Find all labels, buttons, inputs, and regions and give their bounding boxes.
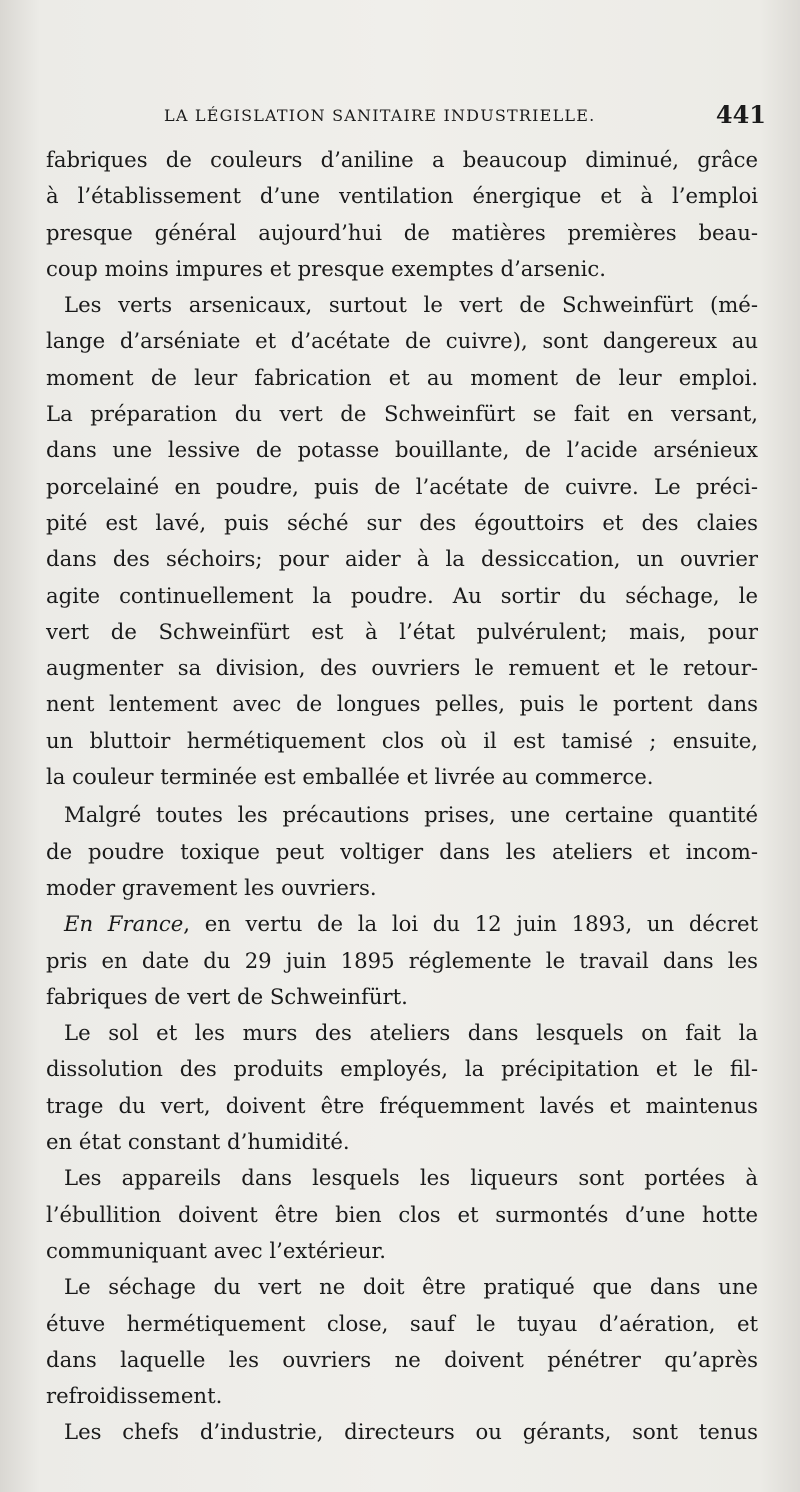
text-line: refroidissement. bbox=[46, 1383, 223, 1409]
text-line: dissolution des produits employés, la précipitation et le fil- bbox=[46, 1056, 758, 1082]
text-line: communiquant avec l’extérieur. bbox=[46, 1237, 387, 1263]
body-text bbox=[46, 142, 758, 1451]
text-line: de poudre toxique peut voltiger dans les ateliers et incom- bbox=[46, 838, 758, 864]
text-line: nent lentement avec de longues pelles, puis le portent dans bbox=[46, 691, 758, 717]
text-line: Les verts arsenicaux, surtout le vert de Schweinfürt (mé- bbox=[64, 292, 758, 318]
text-line bbox=[46, 906, 758, 942]
text-line-rest: , en vertu de la loi du 12 juin 1893, un décret bbox=[183, 911, 758, 937]
page-header bbox=[40, 98, 770, 132]
text-line: presque général aujourd’hui de matières premières beau- bbox=[46, 219, 758, 245]
text-line: Le sol et les murs des ateliers dans lesquels on fait la bbox=[64, 1020, 758, 1046]
text-line: Malgré toutes les précautions prises, une certaine quantité bbox=[64, 802, 758, 828]
text-line: trage du vert, doivent être fréquemment lavés et maintenus bbox=[46, 1092, 758, 1118]
text-line: à l’établissement d’une ventilation énergique et à l’emploi bbox=[46, 183, 758, 209]
text-line: moment de leur fabrication et au moment de leur emploi. bbox=[46, 364, 758, 390]
running-title: LA LÉGISLATION SANITAIRE INDUSTRIELLE. bbox=[164, 106, 596, 125]
text-line: coup moins impures et presque exemptes d’arsenic. bbox=[46, 255, 606, 281]
text-line: l’ébullition doivent être bien clos et surmontés d’une hotte bbox=[46, 1201, 758, 1227]
text-line: augmenter sa division, des ouvriers le remuent et le retour- bbox=[46, 655, 758, 681]
text-line: un bluttoir hermétiquement clos où il est tamisé ; ensuite, bbox=[46, 727, 758, 753]
text-line: fabriques de vert de Schweinfürt. bbox=[46, 983, 408, 1009]
text-line: pité est lavé, puis séché sur des égouttoirs et des claies bbox=[46, 509, 758, 535]
text-line: dans des séchoirs; pour aider à la dessiccation, un ouvrier bbox=[46, 546, 758, 572]
text-line: Les appareils dans lesquels les liqueurs sont portées à bbox=[64, 1165, 758, 1191]
text-line: La préparation du vert de Schweinfürt se fait en versant, bbox=[46, 401, 758, 427]
text-line: dans une lessive de potasse bouillante, de l’acide arsénieux bbox=[46, 437, 758, 463]
text-line: fabriques de couleurs d’aniline a beaucoup diminué, grâce bbox=[46, 147, 758, 172]
page-number: 441 bbox=[715, 100, 766, 129]
italic-lead: En France bbox=[64, 911, 184, 937]
text-line: vert de Schweinfürt est à l’état pulvérulent; mais, pour bbox=[46, 618, 758, 644]
text-line: Le séchage du vert ne doit être pratiqué que dans une bbox=[64, 1274, 758, 1300]
text-line: en état constant d’humidité. bbox=[46, 1129, 350, 1155]
text-line: étuve hermétiquement close, sauf le tuyau d’aération, et bbox=[46, 1310, 758, 1336]
text-line: porcelainé en poudre, puis de l’acétate de cuivre. Le préci- bbox=[46, 473, 758, 499]
text-line: Les chefs d’industrie, directeurs ou gérants, sont tenus bbox=[64, 1419, 758, 1445]
text-line: dans laquelle les ouvriers ne doivent pénétrer qu’après bbox=[46, 1346, 758, 1372]
text-line: agite continuellement la poudre. Au sortir du séchage, le bbox=[46, 582, 758, 608]
text-line: la couleur terminée est emballée et livrée au commerce. bbox=[46, 764, 654, 790]
text-line: lange d’arséniate et d’acétate de cuivre), sont dangereux au bbox=[46, 328, 758, 354]
text-line: moder gravement les ouvriers. bbox=[46, 874, 377, 900]
text-line: pris en date du 29 juin 1895 réglemente le travail dans les bbox=[46, 947, 758, 973]
